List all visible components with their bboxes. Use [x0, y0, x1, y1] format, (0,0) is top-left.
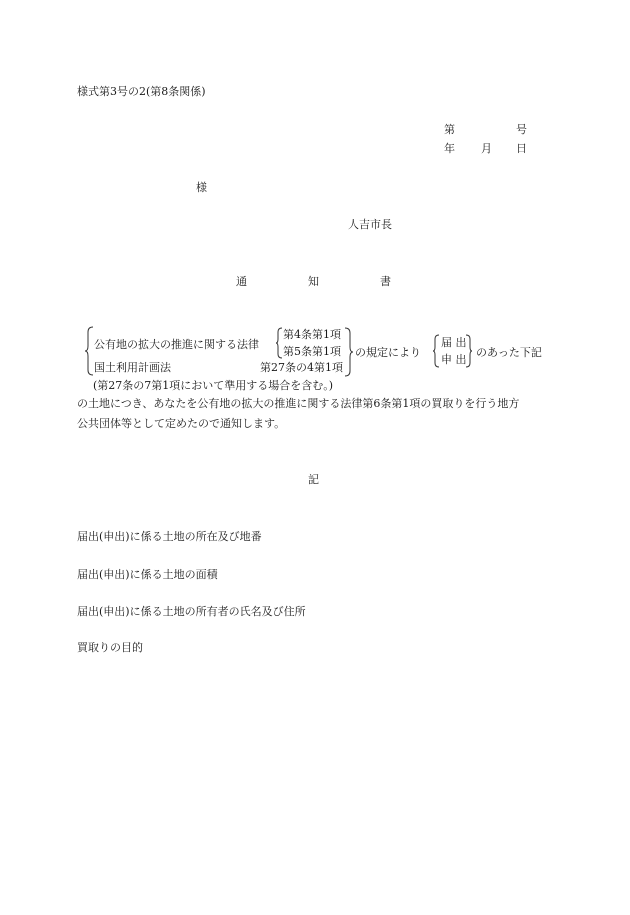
- option-right-brace-icon: [465, 334, 473, 368]
- option-left-brace-icon: [432, 334, 440, 368]
- kitei-text: の規定により: [355, 346, 421, 359]
- atta-text: のあった下記: [476, 346, 542, 359]
- law1-name: 公有地の拡大の推進に関する法律: [94, 338, 259, 351]
- law-note: (第27条の7第1項において準用する場合を含む。): [93, 379, 334, 392]
- law1-article-2: 第5条第1項: [283, 345, 341, 358]
- item-area: 届出(申出)に係る土地の面積: [77, 568, 218, 581]
- ki-heading: 記: [308, 473, 319, 486]
- law2-article: 第27条の4第1項: [260, 361, 343, 374]
- date-day: 日: [516, 142, 527, 155]
- number-go: 号: [516, 123, 527, 136]
- item-purpose: 買取りの目的: [77, 641, 143, 654]
- option-moushide: 申 出: [441, 353, 467, 366]
- title-char-2: 知: [308, 275, 319, 288]
- law1-article-1: 第4条第1項: [283, 328, 341, 341]
- date-month: 月: [481, 142, 492, 155]
- number-dai: 第: [444, 123, 455, 136]
- option-todokede: 届 出: [441, 336, 467, 349]
- right-brace-icon: [344, 327, 354, 377]
- title-char-3: 書: [380, 275, 391, 288]
- item-location: 届出(申出)に係る土地の所在及び地番: [77, 530, 262, 543]
- body-line-2: 公共団体等として定めたので通知します。: [77, 417, 286, 430]
- addressee-suffix: 様: [196, 181, 207, 194]
- sender: 人吉市長: [348, 218, 392, 231]
- body-line-1: の土地につき、あなたを公有地の拡大の推進に関する法律第6条第1項の買取りを行う地方: [77, 397, 520, 410]
- form-label: 様式第3号の2(第8条関係): [77, 85, 206, 98]
- date-year: 年: [444, 142, 455, 155]
- title-char-1: 通: [236, 275, 247, 288]
- left-brace-icon: [84, 326, 94, 376]
- item-owner: 届出(申出)に係る土地の所有者の氏名及び住所: [77, 605, 306, 618]
- law2-name: 国土利用計画法: [94, 361, 171, 374]
- article-left-brace-icon: [275, 327, 283, 359]
